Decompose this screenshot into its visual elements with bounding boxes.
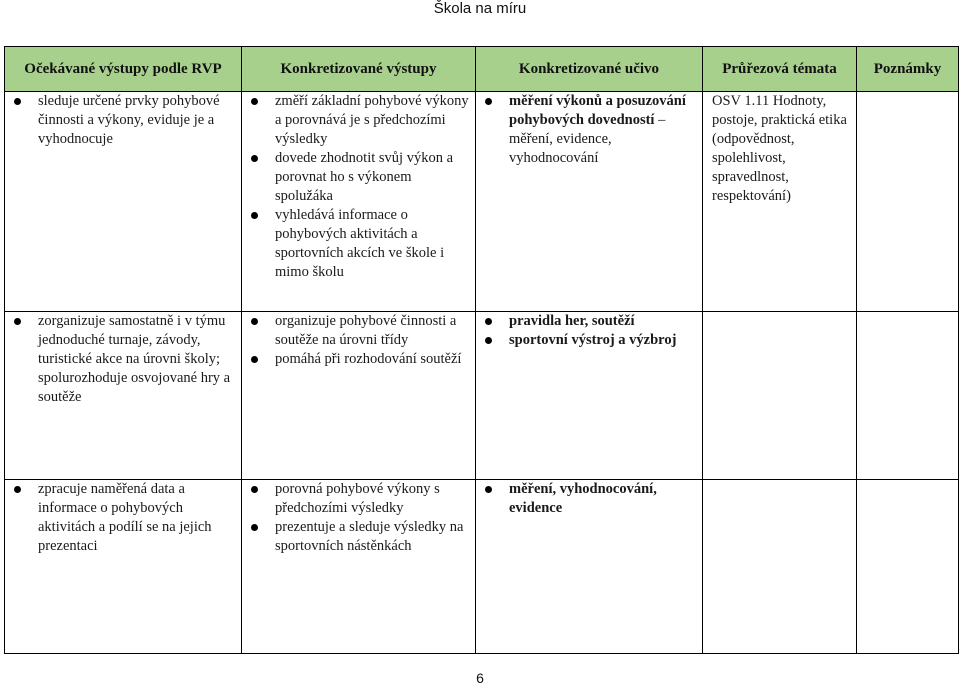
notes-cell bbox=[857, 480, 959, 654]
content-item: sportovní výstroj a výzbroj bbox=[476, 331, 702, 350]
content-item: měření, vyhodnocování, evidence bbox=[476, 480, 702, 518]
header-row bbox=[5, 47, 959, 92]
header-cross-themes: Průřezová témata bbox=[703, 47, 857, 92]
curriculum-table bbox=[4, 46, 959, 654]
content-cell bbox=[476, 92, 703, 312]
table-row bbox=[5, 480, 959, 654]
content-item bbox=[476, 92, 702, 168]
header-concrete-outputs: Konkretizované výstupy bbox=[242, 47, 476, 92]
rvp-cell bbox=[5, 480, 242, 654]
table-row bbox=[5, 92, 959, 312]
output-item: vyhledává informace o pohybových aktivitách a sportovních akcích ve škole i mimo školu bbox=[242, 206, 475, 282]
output-item: organizuje pohybové činnosti a soutěže na úrovni třídy bbox=[242, 312, 475, 350]
output-item: pomáhá při rozhodování soutěží bbox=[242, 350, 475, 369]
themes-cell bbox=[703, 312, 857, 480]
outputs-cell bbox=[242, 92, 476, 312]
output-item: porovná pohybové výkony s předchozími výsledky bbox=[242, 480, 475, 518]
table-row bbox=[5, 312, 959, 480]
header-rvp-outputs: Očekávané výstupy podle RVP bbox=[5, 47, 242, 92]
output-item: změří základní pohybové výkony a porovnává je s předchozími výsledky bbox=[242, 92, 475, 149]
output-item: prezentuje a sleduje výsledky na sportovních nástěnkách bbox=[242, 518, 475, 556]
header-notes: Poznámky bbox=[857, 47, 959, 92]
content-item: pravidla her, soutěží bbox=[476, 312, 702, 331]
outputs-cell bbox=[242, 480, 476, 654]
content-item-bold: měření výkonů a posuzování pohybových dovedností bbox=[509, 93, 686, 128]
output-item: dovede zhodnotit svůj výkon a porovnat ho s výkonem spolužáka bbox=[242, 149, 475, 206]
notes-cell bbox=[857, 92, 959, 312]
page-header: Škola na míru bbox=[433, 0, 527, 17]
rvp-item: sleduje určené prvky pohybové činnosti a výkony, eviduje je a vyhodnocuje bbox=[5, 92, 241, 149]
themes-cell: OSV 1.11 Hodnoty, postoje, praktická etika (odpovědnost, spolehlivost, spravedlnost, respektování) bbox=[703, 92, 857, 312]
themes-cell bbox=[703, 480, 857, 654]
page-number: 6 bbox=[476, 670, 484, 686]
rvp-item: zorganizuje samostatně i v týmu jednoduché turnaje, závody, turistické akce na úrovni školy; spolurozhoduje osvojované hry a soutěže bbox=[5, 312, 241, 407]
content-item-rest: – měření, evidence, vyhodnocování bbox=[509, 112, 666, 166]
content-cell bbox=[476, 480, 703, 654]
rvp-cell bbox=[5, 312, 242, 480]
rvp-cell bbox=[5, 92, 242, 312]
rvp-item: zpracuje naměřená data a informace o pohybových aktivitách a podílí se na jejich prezentaci bbox=[5, 480, 241, 556]
content-cell bbox=[476, 312, 703, 480]
outputs-cell bbox=[242, 312, 476, 480]
notes-cell bbox=[857, 312, 959, 480]
header-concrete-content: Konkretizované učivo bbox=[476, 47, 703, 92]
